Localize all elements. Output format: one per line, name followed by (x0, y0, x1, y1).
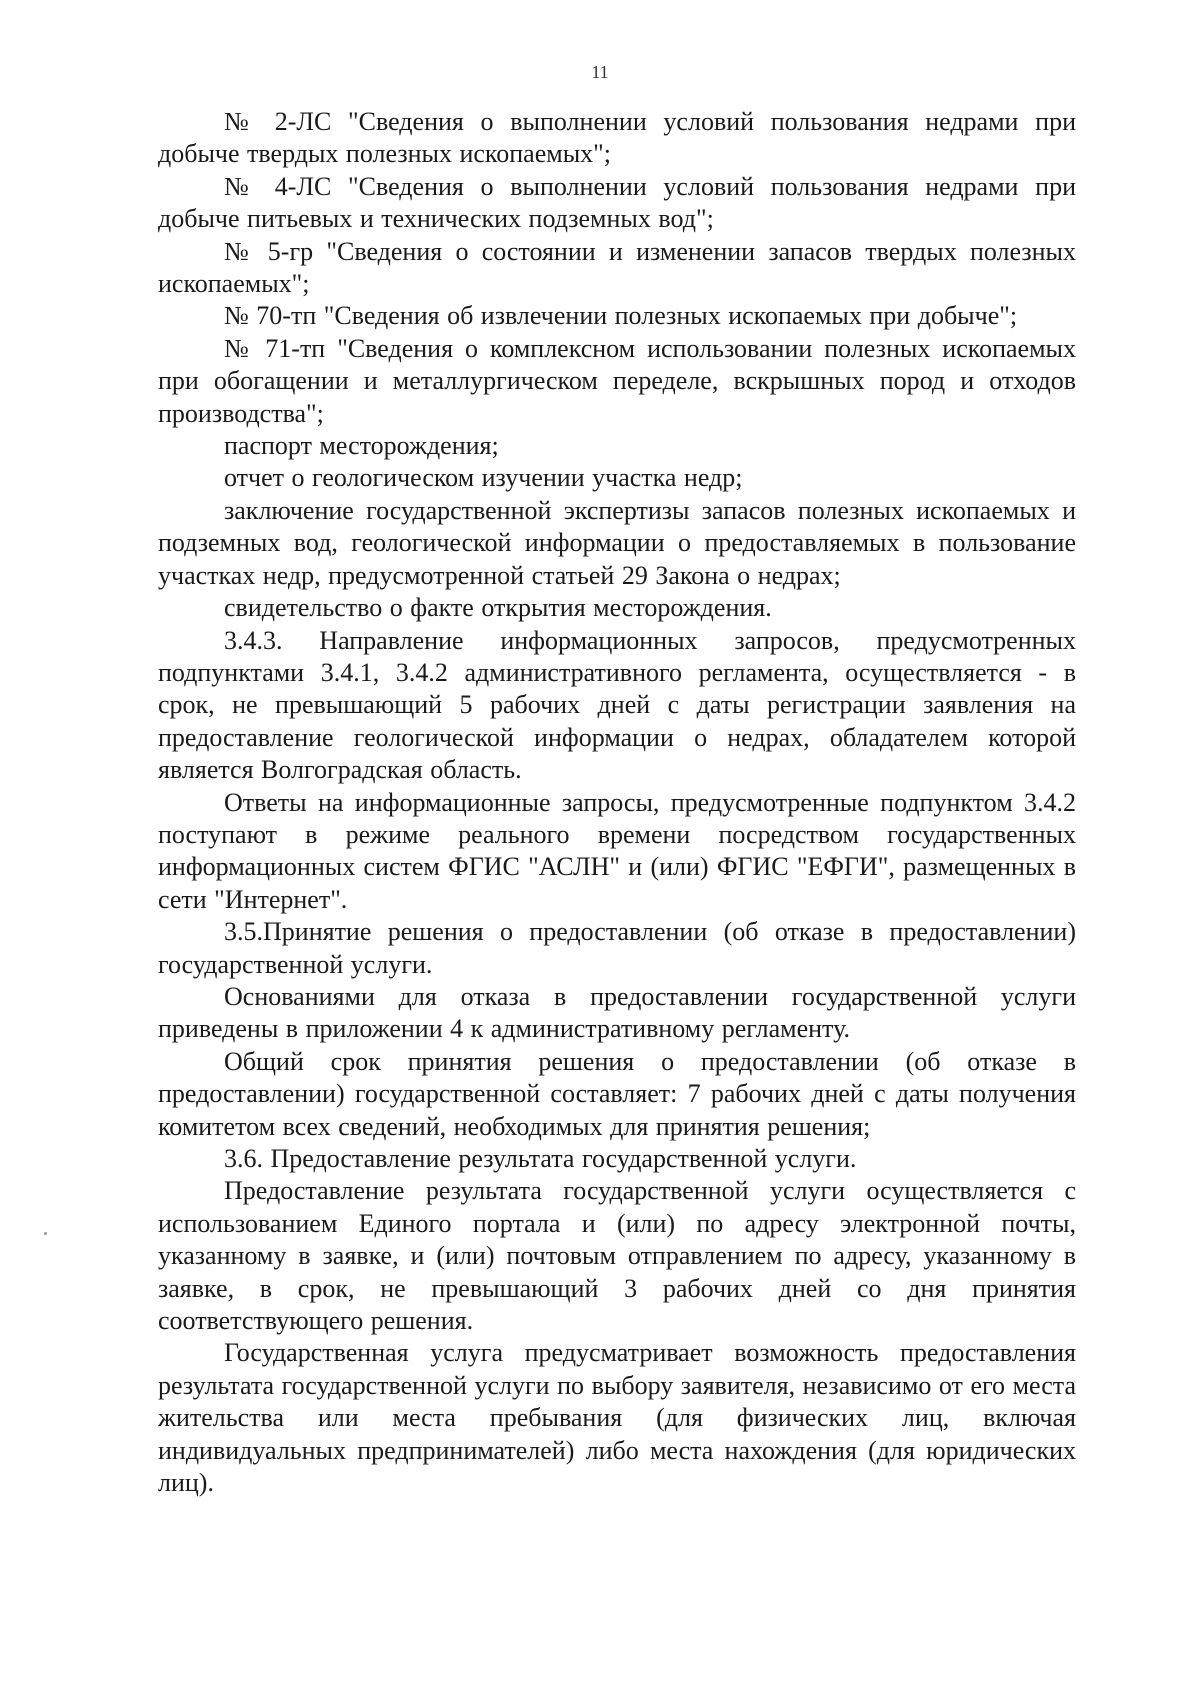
paragraph-3-6-heading: 3.6. Предоставление результата государственной услуги. (224, 1144, 857, 1173)
document-body (158, 106, 1076, 1499)
paragraph-expertise-conclusion: заключение государственной экспертизы запасов полезных ископаемых и подземных вод, геологической информации о предоставляемых в пользование участках недр, предусмотренной статьей 29 Закона о недрах; (158, 495, 1076, 590)
paragraph-3-4-3: 3.4.3. Направление информационных запросов, предусмотренных подпунктами 3.4.1, 3.4.2 административного регламента, осуществляется - в срок, не превышающий 5 рабочих дней с даты регистрации заявления на предоставление геологической информации о недрах, обладателем которой является Волгоградская область. (158, 625, 1076, 785)
paragraph-form-71tp: № 71-тп "Сведения о комплексном использовании полезных ископаемых при обогащении и металлургическом переделе, вскрышных пород и отходов производства"; (158, 333, 1076, 428)
paragraph-deposit-passport: паспорт месторождения; (224, 431, 499, 461)
page-number: 11 (591, 62, 609, 82)
paragraph-form-70tp: № 70-тп "Сведения об извлечении полезных ископаемых при добыче"; (224, 301, 1018, 331)
paragraph-geology-report: отчет о геологическом изучении участка недр; (224, 463, 743, 493)
paragraph-discovery-certificate: свидетельство о факте открытия месторождения. (224, 593, 772, 623)
paragraph-responses: Ответы на информационные запросы, предусмотренные подпунктом 3.4.2 поступают в режиме реального времени посредством государственных информационных систем ФГИС "АСЛН" и (или) ФГИС "ЕФГИ", размещенных в сети "Интернет". (158, 787, 1076, 914)
paragraph-form-4ls: № 4-ЛС "Сведения о выполнении условий пользования недрами при добыче питьевых и технических подземных вод"; (158, 171, 1076, 234)
paragraph-form-2ls: № 2-ЛС "Сведения о выполнении условий пользования недрами при добыче твердых полезных ископаемых"; (158, 107, 1076, 169)
paragraph-result-delivery: Предоставление результата государственной услуги осуществляется с использованием Единого портала и (или) по адресу электронной почты, указанному в заявке, и (или) почтовым отправлением по адресу, указанному в заявке, в срок, не превышающий 3 рабочих дней со дня принятия соответствующего решения. (158, 1176, 1076, 1336)
paragraph-3-5-heading: 3.5.Принятие решения о предоставлении (об отказе в предоставлении) государственной услуги. (158, 917, 1076, 979)
paragraph-refusal-grounds: Основаниями для отказа в предоставлении государственной услуги приведены в приложении 4 к административному регламенту. (158, 981, 1076, 1044)
paragraph-decision-term: Общий срок принятия решения о предоставлении (об отказе в предоставлении) государственной составляет: 7 рабочих дней с даты получения комитетом всех сведений, необходимых для принятия решения; (158, 1046, 1076, 1141)
paragraph-extraterritorial: Государственная услуга предусматривает возможность предоставления результата государственной услуги по выбору заявителя, независимо от его места жительства или места пребывания (для физических лиц, включая индивидуальных предпринимателей) либо места нахождения (для юридических лиц). (158, 1338, 1076, 1498)
paragraph-form-5gr: № 5-гр "Сведения о состоянии и изменении запасов твердых полезных ископаемых"; (158, 236, 1076, 299)
scan-speck (44, 1232, 47, 1235)
